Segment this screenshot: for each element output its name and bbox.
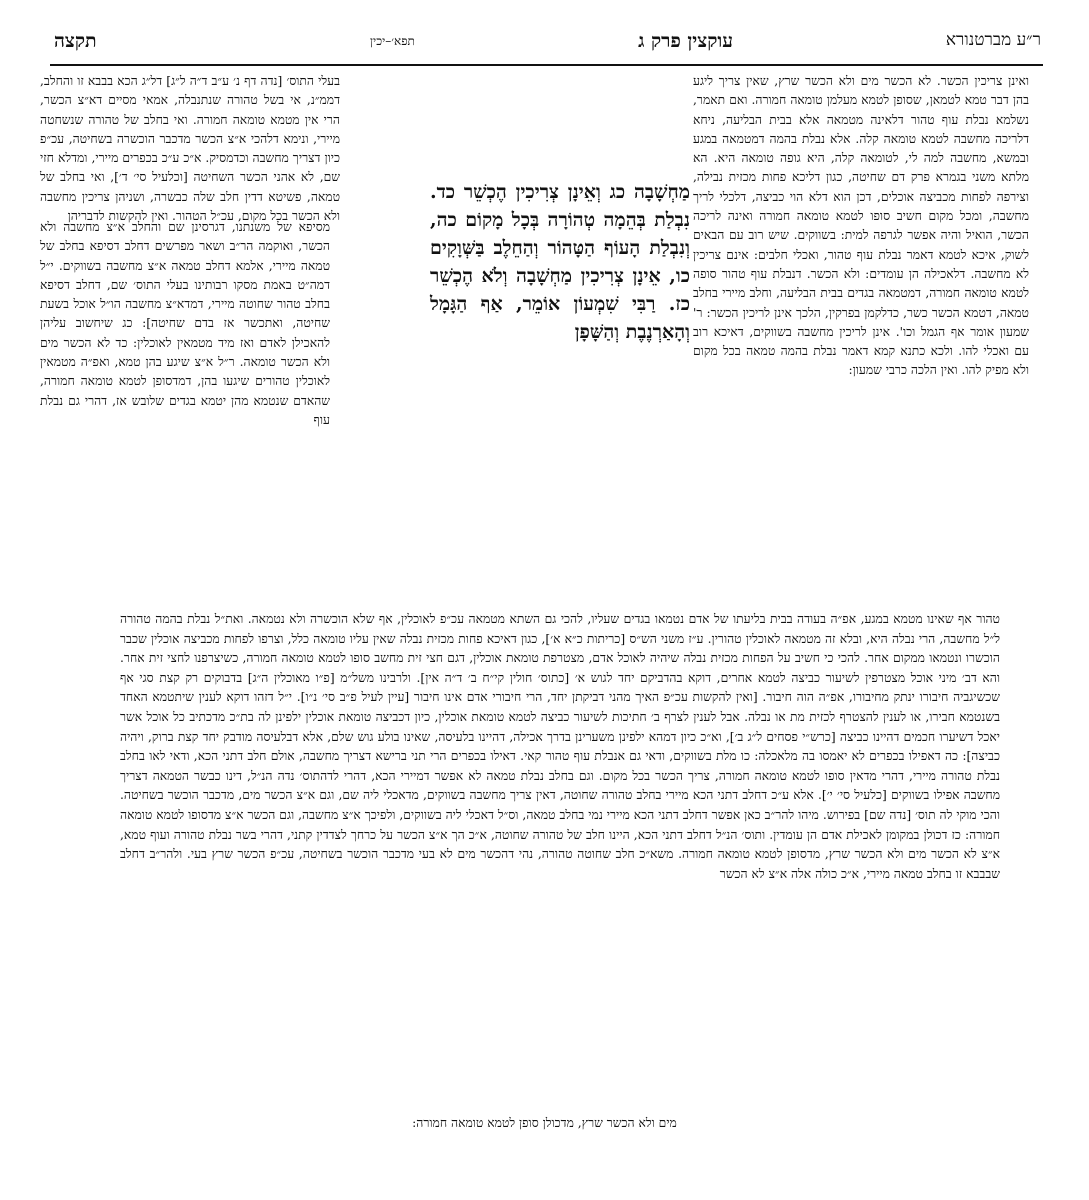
bartenura-text: ואינן צריכין הכשר. לא הכשר מים ולא הכשר שרץ, שאין צריך ליגע בהן דבר טמא לטמאן, שסופן לטמא מעלמן טומאה חמורה. ואם תאמר, נשלמא נבלת עוף טהור דלאינה מטמאה אלא בבית הבליעה, ניחא דלריכה מחשבה לטמא טומאה קלה. אלא נבלת בהמה דמטמאה במגע ובמשא, מחשבה למה לי, לטומאה קלה, היא גופה טומאה היא. הא מלתא משני בגמרא פרק דם שחיטה, כגון דליכא פחות מכזית נבילה, וצירפה לפחות מכביצה אוכלים, דכן הוא דלא הוי כביצה, דלכלי לריך מחשבה, ומכל מקום חשיב סופו לטמא טומאה חמורה ואינה לריכה הכשר, הואיל והיה אפשר לגרפה למית: בשווקים. שיש רוב עם הבאים לשוק, איכא לטמא דאמר נבלת עוף טהור, ואכלי חלבים: אינם צריכין לא מחשבה. דלאכילה הן עומדים: ולא הכשר. דנבלת עוף טהור סופה לטמא טומאה חמורה, דמטמאה בגדים בבית הבליעה, וחלב מיירי בחלב טמאה, דטמא הכשר כשר, כדלקמן בפרקין, הלכך אינן לריכין הכשר: ר' שמעון אומר אף הגמל וכו'. אינן לריכין מחשבה בשווקים, דאיכא רוב עם ואכלי להו. ולכא כתנא קמא דאמר נבלת בהמה טמאה בכל מקום ולא מפיק להו. ואין הלכה כרבי שמעון: xyxy=(693,74,1029,378)
tiferet-last-line: מים ולא הכשר שרץ, מדכולן סופן לטמא טומאה חמורה: xyxy=(412,1116,677,1130)
tiferet-top-text: בעלי התוס׳ [נדה דף נ׳ ע״ב ד״ה ל״ג] דל״ג הכא בבבא זו והחלב, דממ״נ, אי בשל טהורה שנתנבלה, אמאי מסיים דא״צ הכשר, הרי אין מטמא טומאה חמורה. ואי בחלב של טהורה שנשחטה מיירי, ונימא דלהכי א״צ הכשר מדכבר הוכשרה בשחיטה, עכ״פ כיון דצריך מחשבה וכדמסיק. א״כ ע״כ בכפרים מיירי, ומדלא חזי שם, לא אהני הכשר השחיטה [וכלעיל סי׳ ד׳], ואי בחלב של טמאה, פשיטא דדין חלב שלה כבשרה, ושניהן צריכין מחשבה ולא הכשר בכל מקום, עכ״ל הטהור. ואין להקשות לדבריהן xyxy=(40,74,340,224)
tiferet-commentary-left xyxy=(40,218,330,598)
tiferet-bottom-text: טהור אף שאינו מטמא במגע, אפ״ה בעודה בבית בליעתו של אדם נטמאו בגדים שעליו, להכי גם השתא מטמאה עכ״פ לאוכלין, אף שלא הוכשרה ולא נטמאה. ואת״ל נבלת בהמה טהורה ל״ל מחשבה, הרי נבלה היא, ובלא זה מטמאה לאוכלין טהורין. ע״ז משני הש״ס [כריתות כ״א א׳], כגון דאיכא פחות מכזית נבלה שאין עליו טומאה כלל, וצרפו לפחות מכביצה אוכלין שכבר הוכשרו ונטמאו ממקום אחר. להכי כי חשיב על הפחות מכזית נבלה שיהיה לאוכל אדם, מצטרפת טומאת אוכלין, דגם חצי זית מחשב סופו לטמא טומאה חמורה, כשיצרפנו לחצי זית אחר. והא דב׳ מיני אוכל מצטרפין לשיעור כביצה לטמא אחרים, דוקא בהדביקם יחד לגוש א׳ [כתוס׳ חולין קי״ח ב׳ ד״ה אין]. ולרבינו משל״מ [פ״ו מאוכלין ה״ג] בדבוקים רק קצת סגי אף שכשיגביה חיבורו ינתק מחיבורו, אפ״ה הוה חיבור. [ואין להקשות עכ״פ האיך מהני דביקתן יחד, הרי חיבורי אדם אינו חיבור [עיין לעיל פ״ב סי׳ נ״ו]. י״ל דזהו דוקא לענין שיתטמא האחד בשנטמא חבירו, או לענין להצטרף לכזית מת או נבלה. אבל לענין לצרף ב׳ חתיכות לשיעור כביצה לטמא טומאת אוכלין, כיון דכביצה טומאת אוכלין ילפינן לה בת״כ מדכתיב כל אוכל אשר יאכל דשיערו חכמים דהיינו כביצה [כרש״י פסחים ל״ג ב׳], וא״כ כיון דמהא ילפינן משערינן בדרך אכילה, דהיינו בלעיסה, שאינו בולע גוש שלם, אלא דבלעיסה מודבק יחד קצת ברוק, ויהיה כביצה]: כה דאפילו בכפרים לא יאמסו בה מלאכלה: כו מלת בשווקים, ודאי גם אנבלת עוף טהור קאי. דאילו בכפרים הרי תני ברישא דצריך מחשבה, אולם חלב דתני הכא, ודאי לאו בחלב נבלת טהורה מיירי, דהרי מדאין סופו לטמא טומאה חמורה, צריך הכשר בכל מקום. וגם בחלב נבלת טמאה לא אפשר דמיירי הכא, דהרי לדהתוס׳ נדה הנ״ל, דינו כבשר הטמאה דצריך מחשבה אפילו בשווקים [כלעיל סי׳ י׳]. אלא ע״כ דחלב דתני הכא מיירי בחלב טהורה שחוטה, דאין צריך מחשבה בשווקים, מדאכלי ליה שם, וגם א״צ הכשר מים, מדכבר הוכשר בשחיטה. והכי מוקי לה תוס׳ [נדה שם] בפירוש. מיהו להר״ב כאן אפשר דחלב דתני הכא מיירי נמי בחלב טמאה, וס״ל דאכלי ליה בשווקים, ולפיכך א״צ מחשבה, וגם הכשר א״צ מדסופו לטמא טומאה חמורה: כז דכולן במקומן לאכילת אדם הן עומדין. ותוס׳ הנ״ל דחלב דתני הכא, היינו חלב של טהורה שחוטה, א״כ הך א״צ הכשר על כרחך לצדדין קתני, דהרי בשר נבלת טהורה ועוף טמא, א״צ לא הכשר מים ולא הכשר שרץ, מדסופן לטמא טומאה חמורה. משא״כ חלב שחוטה טהורה, נהי דהכשר מים לא בעי מדכבר הוכשר בשחיטה, עכ״פ הכשר שרץ בעי. ולהר״ב דחלב שבבבא זו בחלב טמאה מיירי, א״כ כולה אלה א״צ לא הכשר xyxy=(120,612,1000,881)
page-header xyxy=(50,30,1043,66)
mishna-text-block xyxy=(430,178,690,346)
commentary-title: ר״ע מברטנורא xyxy=(945,30,1041,50)
mishna-text: מַחְשָׁבָה כג וְאֵינָן צְרִיכִין הֶכְשֵׁר כד. נִבְלַת בְּהֵמָה טְהוֹרָה בְּכָל מָקוֹם כה, וְנִבְלַת הָעוֹף הַטָּהוֹר וְהַחֵלֶב בַּשְּׁוָקִים כו, אֵינָן צְרִיכִין מַחְשָׁבָה וְלֹא הֶכְשֵׁר כז. רַבִּי שִׁמְעוֹן אוֹמֵר, אַף הַגָּמָל וְהָאַרְנֶבֶת וְהַשָּׁפָן xyxy=(430,181,690,343)
bartenura-commentary xyxy=(693,72,1029,592)
tractate-chapter: עוקצין פרק ג xyxy=(638,30,733,52)
tiferet-left-text: מסיפא של משנתנו, דגרסינן שם והחלב א״צ מחשבה ולא הכשר, ואוקמה הר״ב ושאר מפרשים דחלב דסיפא בחלב של טמאה מיירי, אלמא דחלב טמאה א״צ מחשבה בשווקים. י״ל דמה״ט באמת מסקו רבותינו בעלי התוס׳ שם, דחלב דסיפא בחלב טהור שחוטה מיירי, דמדא״צ מחשבה הו״ל אוכל בשעת שחיטה, ואתכשר אז בדם שחיטה]: כג שיחשוב עליהן להאכילן לאדם ואז מיד מטמאין לאוכלין: כד לא הכשר מים ולא הכשר טומאה. ר״ל א״צ שיגע בהן טמא, ואפ״ה מטמאין לאוכלין טהורים שיגעו בהן, דמדסופן לטמא טומאה חמורה, שהאדם שנטמא מהן יטמא בגדים שלובש אז, דהרי גם נבלת עוף xyxy=(40,220,330,427)
tiferet-commentary-bottom xyxy=(120,610,1000,1130)
tosafot-range: תפא׳–יכין xyxy=(370,34,415,48)
page-number: תקצה xyxy=(54,30,97,52)
tiferet-commentary-top xyxy=(40,72,340,224)
